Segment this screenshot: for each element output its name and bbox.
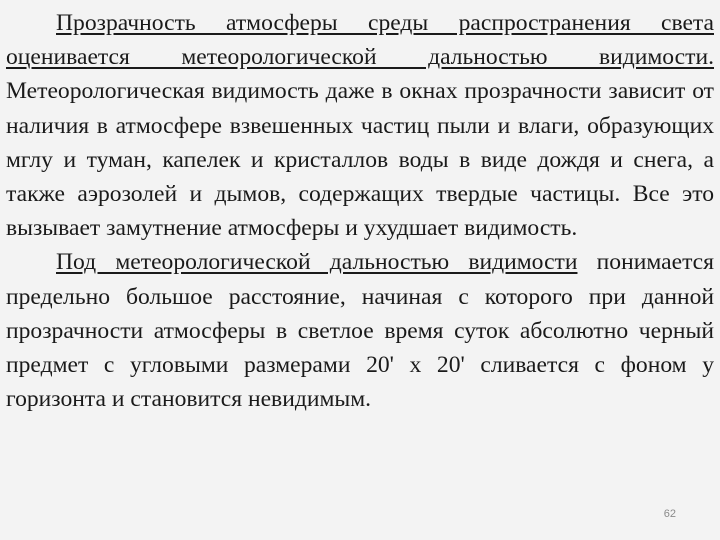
underlined-lead-sentence: Прозрачность атмосферы среды распространения света оценивается метеорологической дальностью видимости. [6, 10, 714, 71]
paragraph-meteorological-range [6, 245, 714, 416]
paragraph-body-text: понимается предельно большое расстояние, начиная с которого при данной прозрачности атмосферы в светлое время суток абсолютно черный предмет с угловыми размерами 20' х 20' сливается с фоном у горизонта и становится невидимым. [6, 249, 714, 413]
paragraph-visibility-definition [6, 6, 714, 245]
page-number: 62 [663, 508, 676, 520]
paragraph-body-text: Метеорологическая видимость даже в окнах прозрачности зависит от наличия в атмосфере взвешенных частиц пыли и влаги, образующих мглу и туман, капелек и кристаллов воды в виде дождя и снега, а также аэрозолей и дымов, содержащих твердые частицы. Все это вызывает замутнение атмосферы и ухудшает видимость. [6, 78, 714, 242]
underlined-term: Под метеорологической дальностью видимости [56, 249, 578, 276]
body-text [6, 6, 714, 416]
